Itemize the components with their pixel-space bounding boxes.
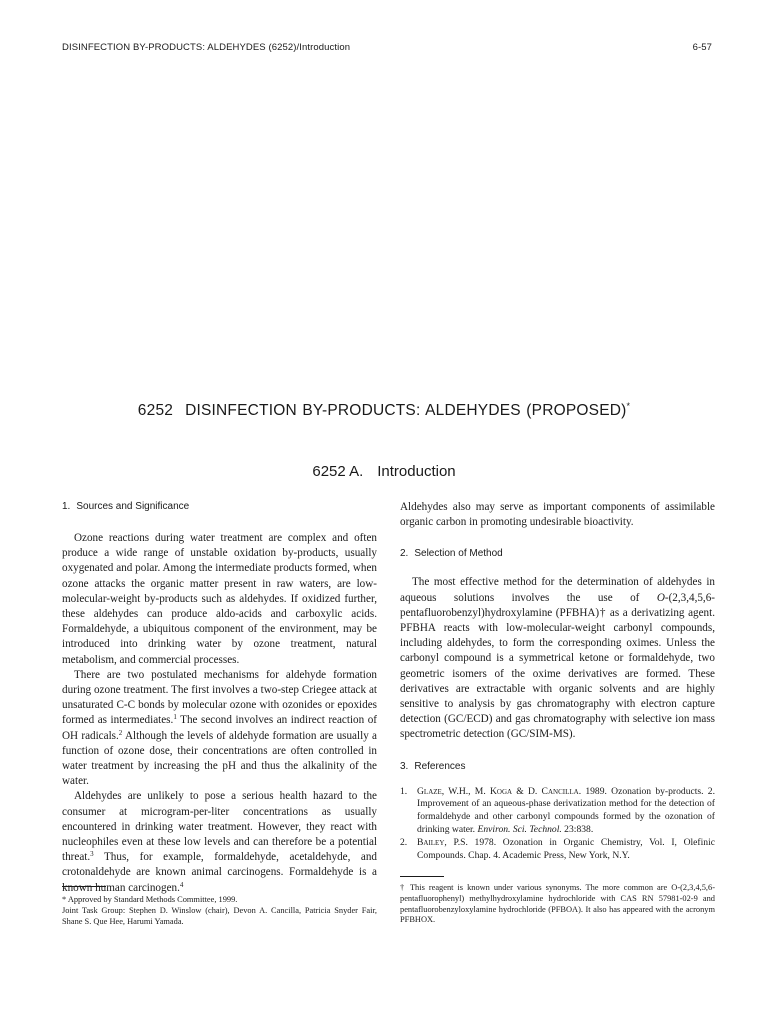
subsection-heading-text: References (414, 760, 466, 772)
paragraph-text: The second involves an indirect reaction of OH radicals. (62, 714, 378, 742)
method-title (0, 401, 768, 420)
reference-list (400, 786, 715, 863)
citation-marker: 3 (90, 850, 94, 859)
citation-marker: 1 (173, 713, 177, 722)
reference-text: 1978. Ozonation in Organic Chemistry, Vol. I, Olefinic Compounds. Chap. 4. Academic Press, New York, N.Y. (417, 836, 716, 861)
subsection-heading-sources (62, 500, 377, 514)
reference-journal: Environ. Sci. Technol. (477, 824, 562, 836)
citation-marker: 2 (118, 728, 123, 737)
reference-number: 2. (400, 836, 408, 848)
paragraph-health-hazard (62, 789, 377, 895)
reference-number: 1. (400, 785, 408, 797)
reference-item (400, 786, 715, 837)
footnote-approval: * Approved by Standard Methods Committee, 1999. (62, 895, 238, 904)
reference-authors: Glaze, W.H., M. Koga & D. Cancilla (417, 785, 579, 797)
method-footnote-marker: * (626, 401, 631, 411)
reference-authors: Bailey, P.S. (417, 836, 468, 848)
paragraph-mechanisms (62, 668, 377, 790)
paragraph-text: Thus, for example, formaldehyde, acetaldehyde, and crotonaldehyde are known animal carcinogens. Formaldehyde is a known human carcinogen. (62, 851, 377, 894)
paragraph-text: There are two postulated mechanisms for aldehyde formation during ozone treatment. The first involves a two-step Criegee attack at unsaturated C-C bonds by molecular ozone with ozonides or epoxides formed as intermediates. (62, 668, 377, 727)
paragraph-ozone-reactions: Ozone reactions during water treatment are complex and often produce a wide range of unstable oxidation by-products, usually oxygenated and polar. Among the intermediate products formed, when ozone attacks the organic matter present in raw waters, are low-molecular-weight by-products such as aldehydes. If oxidized further, these aldehydes can produce aldo-acids and carboxylic acids. Formaldehyde, a ubiquitous component of the environment, may be introduced into drinking water by ozone treatment, natural metabolism, and commercial processes. (62, 532, 377, 666)
paragraph-text: -(2,3,4,5,6-pentafluorobenzyl)hydroxylamine (PFBHA)† as a derivatizing agent. PFBHA reacts with low-molecular-weight carbonyl compounds, including aldehydes, to form the corresponding oximes. Unless the carbonyl compound is a symmetrical ketone or formaldehyde, two geometric isomers of the oxime derivatives are formed. These derivatives are extractable with organic solvents and are highly sensitive to analysis by gas chromatography with electron capture detection (GC/ECD) and gas chromatography with selective ion mass spectrometric detection (GC/SIM-MS). (400, 591, 715, 741)
method-number: 6252 (137, 402, 174, 419)
left-footnotes (62, 886, 377, 927)
reference-text: . 1989. Ozonation by-products. 2. Improvement of an aqueous-phase derivatization method for the detection of formaldehyde and other carbonyl compounds formed by the ozonation of drinking water. (417, 785, 716, 836)
right-footnotes (400, 876, 715, 926)
subsection-number: 1. (62, 501, 71, 512)
subsection-heading-selection (400, 547, 715, 561)
paragraph-aldehydes-carbon: Aldehydes also may serve as important components of assimilable organic carbon in promoting undesirable bioactivity. (400, 501, 715, 529)
paragraph-text: Although the levels of aldehyde formation are usually a function of ozone dose, their concentrations are often controlled in water treatment by increasing the pH and thus the alkalinity of the water. (62, 729, 377, 788)
page-number: 6-57 (692, 42, 712, 53)
running-head-title: DISINFECTION BY-PRODUCTS: ALDEHYDES (6252)/Introduction (62, 42, 351, 53)
subsection-heading-references (400, 760, 715, 774)
footnote-reagent-synonyms: † This reagent is known under various synonyms. The more common are O-(2,3,4,5,6-pentafluorophenyl) methylhydroxylamine hydrochloride with CAS RN 57981-02-9 and pentafluorobenzyloxylamine hydrochloride (PFBOA). It also has appeared with the acronym PFBHOX. (400, 883, 715, 925)
right-column (400, 500, 716, 925)
subsection-number: 3. (400, 760, 409, 772)
paragraph-text: Aldehydes are unlikely to pose a serious health hazard to the consumer at microgram-per-liter concentrations as usually encountered in drinking water treatment. However, they react with nucleophiles even at these low levels and can therefore be a potential threat. (62, 790, 377, 864)
reference-item (400, 837, 715, 863)
italic-text: O (656, 591, 665, 604)
subsection-heading-text: Selection of Method (414, 548, 503, 560)
subsection-number: 2. (400, 548, 409, 560)
citation-marker: 4 (179, 880, 184, 889)
section-title-text: Introduction (377, 463, 456, 480)
subsection-heading-text: Sources and Significance (76, 501, 190, 512)
section-title (0, 463, 768, 480)
section-number: 6252 A. (312, 463, 364, 480)
left-column (62, 500, 378, 926)
footnote-task-group: Joint Task Group: Stephen D. Winslow (chair), Devon A. Cancilla, Patricia Snyder Fair, Shane S. Que Hee, Harumi Yamada. (62, 905, 377, 926)
method-title-text: DISINFECTION BY-PRODUCTS: ALDEHYDES (PROPOSED) (185, 402, 627, 419)
paragraph-method-selection (400, 575, 715, 742)
reference-tail: 23:838. (561, 824, 594, 836)
paragraph-text: The most effective method for the determination of aldehydes in aqueous solutions involves the use of (400, 576, 715, 604)
